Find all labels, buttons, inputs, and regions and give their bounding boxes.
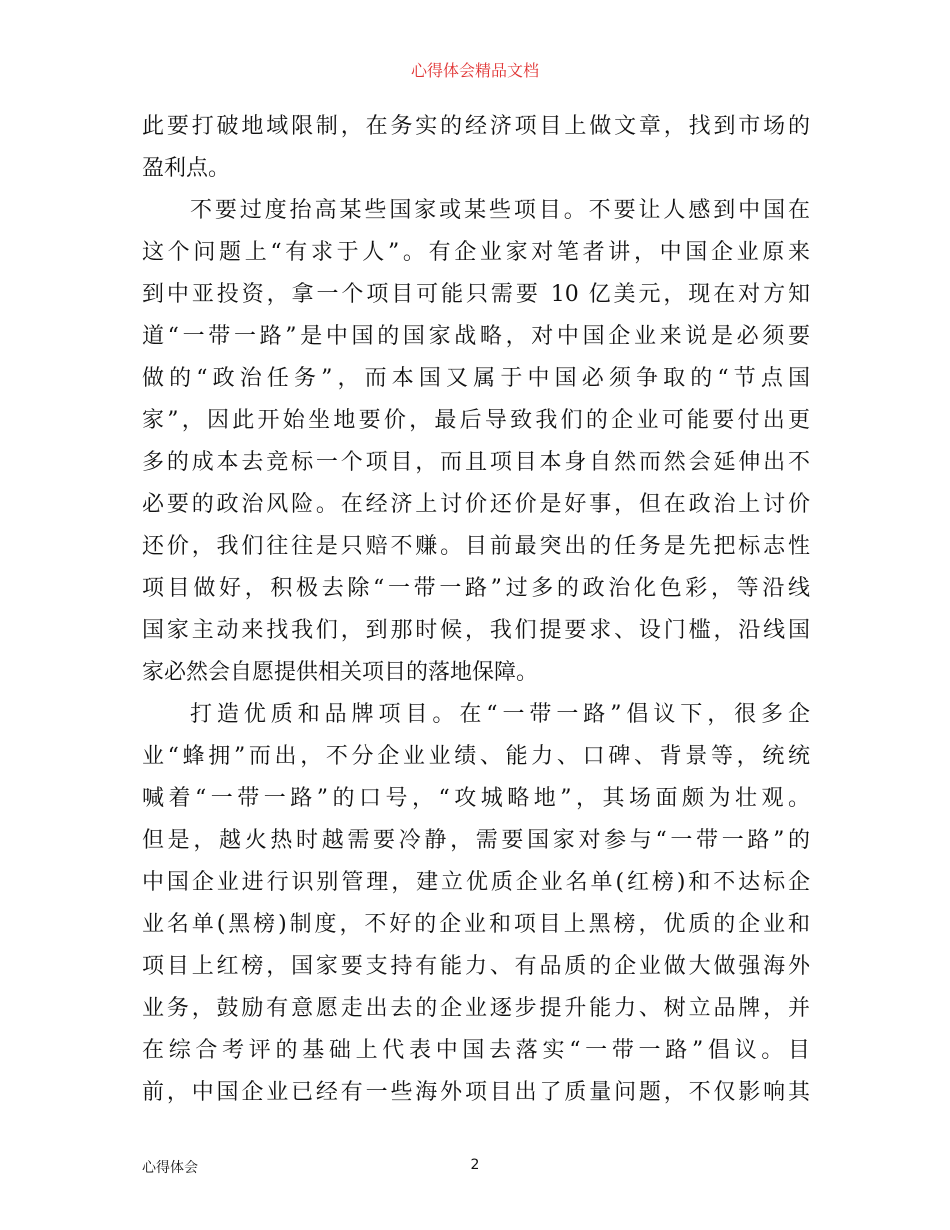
text-line: 这个问题上“有求于人”。有企业家对笔者讲，中国企业原来 (142, 240, 810, 265)
header-title: 心得体会精品文档 (410, 61, 539, 80)
text-line: 家必然会自愿提供相关项目的落地保障。 (142, 660, 539, 685)
text-line: 家”，因此开始坐地要价，最后导致我们的企业可能要付出更 (142, 408, 810, 433)
page-number: 2 (470, 1157, 480, 1173)
text-line: 业务，鼓励有意愿走出去的企业逐步提升能力、树立品牌，并 (142, 996, 810, 1021)
text-line: 打造优质和品牌项目。在“一带一路”倡议下，很多企 (190, 702, 810, 727)
text-line: 国家主动来找我们，到那时候，我们提要求、设门槛，沿线国 (142, 618, 810, 643)
text-line: 项目做好，积极去除“一带一路”过多的政治化色彩，等沿线 (142, 576, 810, 601)
text-line: 前，中国企业已经有一些海外项目出了质量问题，不仅影响其 (142, 1080, 810, 1105)
text-line: 到中亚投资，拿一个项目可能只需要 10 亿美元，现在对方知 (142, 282, 810, 307)
text-line: 喊着“一带一路”的口号，“攻城略地”，其场面颇为壮观。 (142, 786, 810, 811)
text-line: 在综合考评的基础上代表中国去落实“一带一路”倡议。目 (142, 1038, 810, 1063)
text-line: 此要打破地域限制，在务实的经济项目上做文章，找到市场的 (142, 114, 810, 139)
text-line: 还价，我们往往是只赔不赚。目前最突出的任务是先把标志性 (142, 534, 810, 559)
footer-label: 心得体会 (142, 1160, 198, 1176)
text-line: 业名单(黑榜)制度，不好的企业和项目上黑榜，优质的企业和 (142, 912, 810, 937)
text-line: 盈利点。 (142, 156, 231, 181)
text-line: 中国企业进行识别管理，建立优质企业名单(红榜)和不达标企 (142, 870, 810, 895)
text-line: 但是，越火热时越需要冷静，需要国家对参与“一带一路”的 (142, 828, 810, 853)
text-line: 做的“政治任务”，而本国又属于中国必须争取的“节点国 (142, 366, 810, 391)
text-line: 道“一带一路”是中国的国家战略，对中国企业来说是必须要 (142, 324, 810, 349)
text-line: 业“蜂拥”而出，不分企业业绩、能力、口碑、背景等，统统 (142, 744, 810, 769)
text-line: 项目上红榜，国家要支持有能力、有品质的企业做大做强海外 (142, 954, 810, 979)
text-line: 不要过度抬高某些国家或某些项目。不要让人感到中国在 (190, 198, 810, 223)
text-line: 必要的政治风险。在经济上讨价还价是好事，但在政治上讨价 (142, 492, 810, 517)
text-line: 多的成本去竞标一个项目，而且项目本身自然而然会延伸出不 (142, 450, 810, 475)
body-text (142, 106, 810, 1114)
